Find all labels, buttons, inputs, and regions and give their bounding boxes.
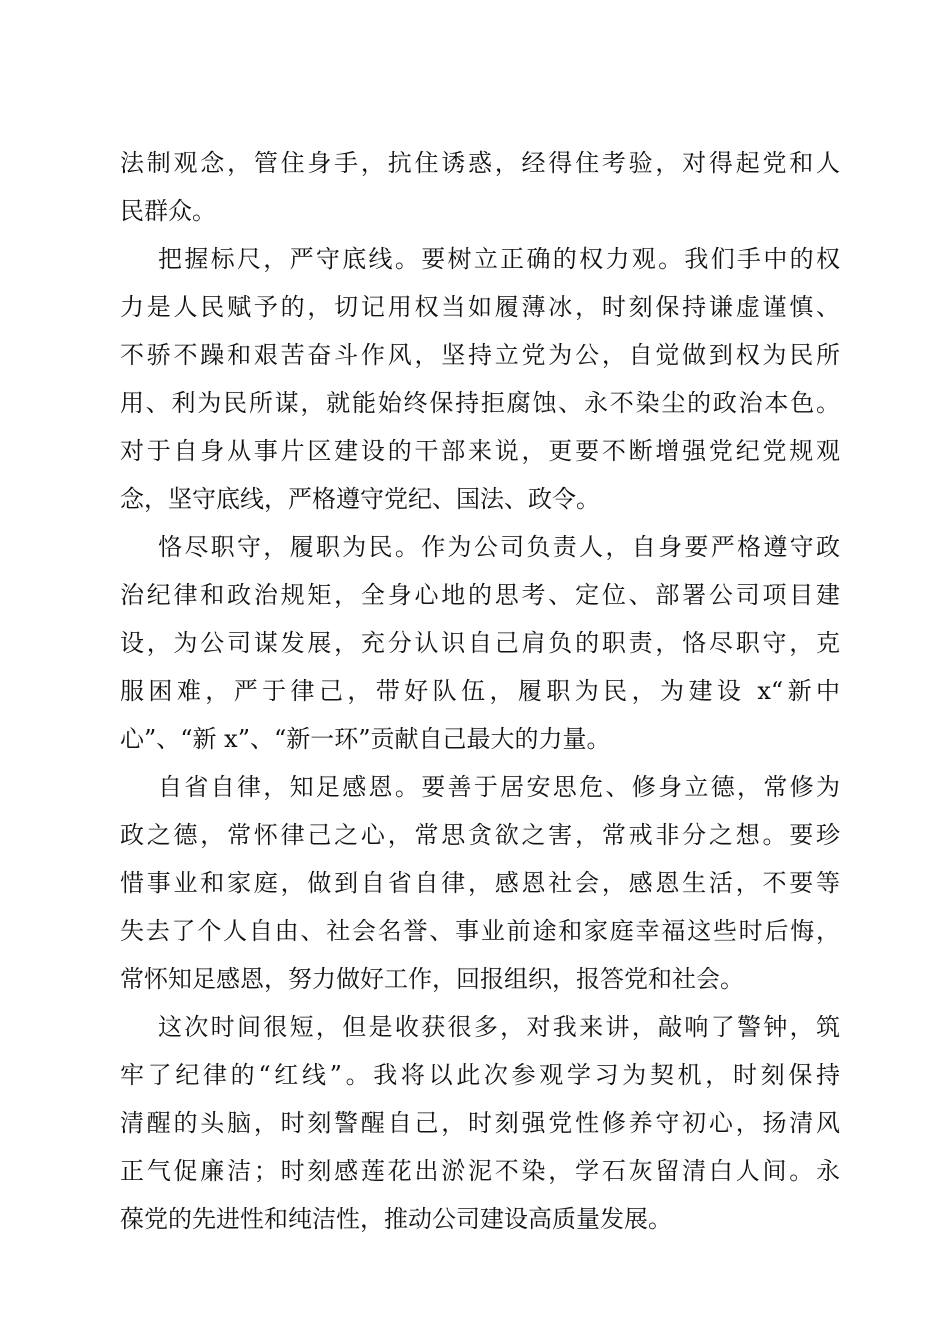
text-line: 设，为公司谋发展，充分认识自己肩负的职责，恪尽职守，克 xyxy=(120,629,840,657)
text-line: 治纪律和政治规矩，全身心地的思考、定位、部署公司项目建 xyxy=(120,581,840,609)
text-line: 清醒的头脑，时刻警醒自己，时刻强党性修养守初心，扬清风 xyxy=(120,1109,840,1137)
text-line: 牢了纪律的“红线”。我将以此次参观学习为契机，时刻保持 xyxy=(120,1061,840,1089)
text-line: 失去了个人自由、社会名誉、事业前途和家庭幸福这些时后悔， xyxy=(120,917,840,945)
text-line: 心”、“新 x”、“新一环”贡献自己最大的力量。 xyxy=(120,725,611,753)
text-line: 政之德，常怀律己之心，常思贪欲之害，常戒非分之想。要珍 xyxy=(120,821,840,849)
text-line: 常怀知足感恩，努力做好工作，回报组织，报答党和社会。 xyxy=(120,965,744,993)
text-line: 用、利为民所谋，就能始终保持拒腐蚀、永不染尘的政治本色。 xyxy=(120,389,840,417)
paragraph-first-line: 恪尽职守，履职为民。作为公司负责人，自身要严格遵守政 xyxy=(158,533,840,561)
text-line: 不骄不躁和艰苦奋斗作风，坚持立党为公，自觉做到权为民所 xyxy=(120,341,840,369)
text-line: 葆党的先进性和纯洁性，推动公司建设高质量发展。 xyxy=(120,1205,672,1233)
text-line: 服困难，严于律己，带好队伍，履职为民，为建设 x“新中 xyxy=(120,677,840,705)
text-line: 民群众。 xyxy=(120,197,216,225)
paragraph-first-line: 这次时间很短，但是收获很多，对我来讲，敲响了警钟，筑 xyxy=(158,1013,840,1041)
text-line: 力是人民赋予的，切记用权当如履薄冰，时刻保持谦虚谨慎、 xyxy=(120,293,840,321)
paragraph-first-line: 自省自律，知足感恩。要善于居安思危、修身立德，常修为 xyxy=(158,773,840,801)
text-line: 惜事业和家庭，做到自省自律，感恩社会，感恩生活，不要等 xyxy=(120,869,840,897)
text-line: 正气促廉洁；时刻感莲花出淤泥不染，学石灰留清白人间。永 xyxy=(120,1157,840,1185)
text-line: 法制观念，管住身手，抗住诱惑，经得住考验，对得起党和人 xyxy=(120,149,840,177)
paragraph-first-line: 把握标尺，严守底线。要树立正确的权力观。我们手中的权 xyxy=(158,245,840,273)
text-line: 念，坚守底线，严格遵守党纪、国法、政令。 xyxy=(120,485,600,513)
text-line: 对于自身从事片区建设的干部来说，更要不断增强党纪党规观 xyxy=(120,437,840,465)
